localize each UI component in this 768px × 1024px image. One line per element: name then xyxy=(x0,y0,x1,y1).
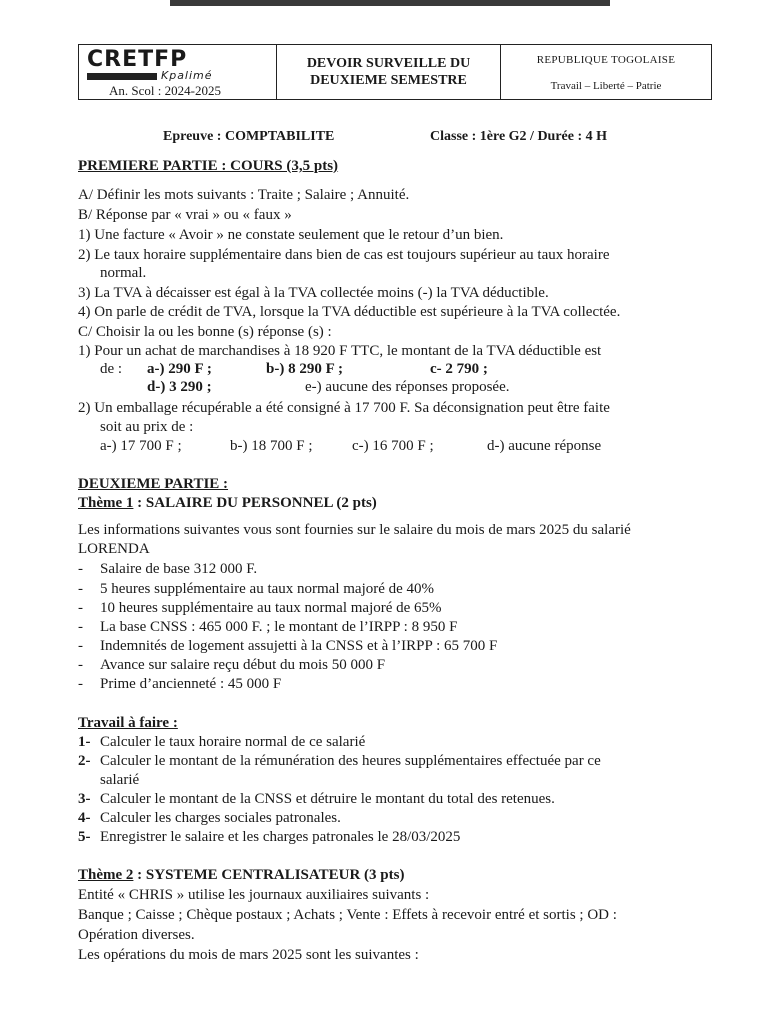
part1-b-item: 2) Le taux horaire supplémentaire dans bien de cas est toujours supérieur au taux horaire xyxy=(78,247,610,263)
part1-c2-option: a-) 17 700 F ; xyxy=(100,438,182,454)
subject-label: Epreuve : COMPTABILITE xyxy=(163,129,335,144)
dash-bullet: - xyxy=(78,600,83,616)
part1-c1-option: a-) 290 F ; xyxy=(147,361,212,377)
work-item-number: 3- xyxy=(78,791,91,807)
theme1-item: La base CNSS : 465 000 F. ; le montant de l’IRPP : 8 950 F xyxy=(100,619,458,635)
work-item: Enregistrer le salaire et les charges patronales le 28/03/2025 xyxy=(100,829,461,845)
school-year: An. Scol : 2024-2025 xyxy=(109,83,221,98)
dash-bullet: - xyxy=(78,581,83,597)
theme1-item: Prime d’ancienneté : 45 000 F xyxy=(100,676,282,692)
theme1-intro-cont: LORENDA xyxy=(78,541,150,557)
theme2-line: Entité « CHRIS » utilise les journaux auxiliaires suivants : xyxy=(78,887,430,903)
dash-bullet: - xyxy=(78,561,83,577)
part1-b-item: 3) La TVA à décaisser est égal à la TVA collectée moins (-) la TVA déductible. xyxy=(78,285,549,301)
theme1-intro: Les informations suivantes vous sont fournies sur le salaire du mois de mars 2025 du salarié xyxy=(78,522,631,538)
part1-c1-option: e-) aucune des réponses proposée. xyxy=(305,379,510,395)
dash-bullet: - xyxy=(78,676,83,692)
part1-c1-option: d-) 3 290 ; xyxy=(147,379,212,395)
work-item: Calculer le taux horaire normal de ce salarié xyxy=(100,734,366,750)
part2-title: DEUXIEME PARTIE : xyxy=(78,476,229,492)
part1-b-item: 4) On parle de crédit de TVA, lorsque la TVA déductible est supérieure à la TVA collectée. xyxy=(78,304,621,320)
work-item: Calculer le montant de la CNSS et détruire le montant du total des retenues. xyxy=(100,791,555,807)
part1-c2: 2) Un emballage récupérable a été consigné à 17 700 F. Sa déconsignation peut être faite xyxy=(78,400,610,416)
theme1-item: Salaire de base 312 000 F. xyxy=(100,561,258,577)
theme2-title: Thème 2 : SYSTEME CENTRALISATEUR (3 pts) xyxy=(78,867,405,883)
country-cell xyxy=(501,45,711,99)
part1-question-a: A/ Définir les mots suivants : Traite ; Salaire ; Annuité. xyxy=(78,187,410,203)
part1-c2-cont: soit au prix de : xyxy=(100,419,194,435)
part1-c1-option: c- 2 790 ; xyxy=(430,361,488,377)
dash-bullet: - xyxy=(78,657,83,673)
top-edge-bar xyxy=(170,0,610,6)
theme1-item: Avance sur salaire reçu début du mois 50 000 F xyxy=(100,657,386,673)
dash-bullet: - xyxy=(78,638,83,654)
work-item: Calculer les charges sociales patronales. xyxy=(100,810,341,826)
theme2-line: Les opérations du mois de mars 2025 sont les suivantes : xyxy=(78,947,419,963)
work-item-number: 4- xyxy=(78,810,91,826)
work-item-number: 5- xyxy=(78,829,91,845)
part1-c2-option: d-) aucune réponse xyxy=(487,438,602,454)
dash-bullet: - xyxy=(78,619,83,635)
school-logo-cell xyxy=(79,45,277,99)
part1-c2-option: b-) 18 700 F ; xyxy=(230,438,313,454)
work-title: Travail à faire : xyxy=(78,715,178,731)
country-motto: Travail – Liberté – Patrie xyxy=(550,80,662,92)
part1-question-c: C/ Choisir la ou les bonne (s) réponse (s) : xyxy=(78,324,332,340)
work-item-number: 2- xyxy=(78,753,91,769)
exam-title: DEVOIR SURVEILLE DU DEUXIEME SEMESTRE xyxy=(277,45,501,99)
part1-c1-de: de : xyxy=(100,361,123,377)
theme2-line: Banque ; Caisse ; Chèque postaux ; Achats ; Vente : Effets à recevoir entré et sortis ; OD : xyxy=(78,907,617,923)
logo-stripe-icon xyxy=(87,73,157,80)
theme1-title: Thème 1 : SALAIRE DU PERSONNEL (2 pts) xyxy=(78,495,377,511)
part1-title: PREMIERE PARTIE : COURS (3,5 pts) xyxy=(78,158,339,174)
school-logo-subtitle: Kpalimé xyxy=(87,69,213,82)
part1-b-item-cont: normal. xyxy=(100,265,147,281)
theme2-line: Opération diverses. xyxy=(78,927,195,943)
part1-b-item: 1) Une facture « Avoir » ne constate seulement que le retour d’un bien. xyxy=(78,227,504,243)
exam-header xyxy=(78,44,712,100)
country-name: REPUBLIQUE TOGOLAISE xyxy=(536,54,676,66)
theme1-item: Indemnités de logement assujetti à la CNSS et à l’IRPP : 65 700 F xyxy=(100,638,498,654)
theme1-item: 10 heures supplémentaire au taux normal majoré de 65% xyxy=(100,600,442,616)
theme1-item: 5 heures supplémentaire au taux normal majoré de 40% xyxy=(100,581,435,597)
work-item-number: 1- xyxy=(78,734,91,750)
part1-c1: 1) Pour un achat de marchandises à 18 920 F TTC, le montant de la TVA déductible est xyxy=(78,343,602,359)
part1-c2-option: c-) 16 700 F ; xyxy=(352,438,434,454)
class-duration: Classe : 1ère G2 / Durée : 4 H xyxy=(430,129,608,144)
work-item-cont: salarié xyxy=(100,772,140,788)
part1-c1-option: b-) 8 290 F ; xyxy=(266,361,343,377)
part1-question-b: B/ Réponse par « vrai » ou « faux » xyxy=(78,207,292,223)
work-item: Calculer le montant de la rémunération des heures supplémentaires effectuée par ce xyxy=(100,753,601,769)
school-logo: CRETFP xyxy=(87,47,188,72)
